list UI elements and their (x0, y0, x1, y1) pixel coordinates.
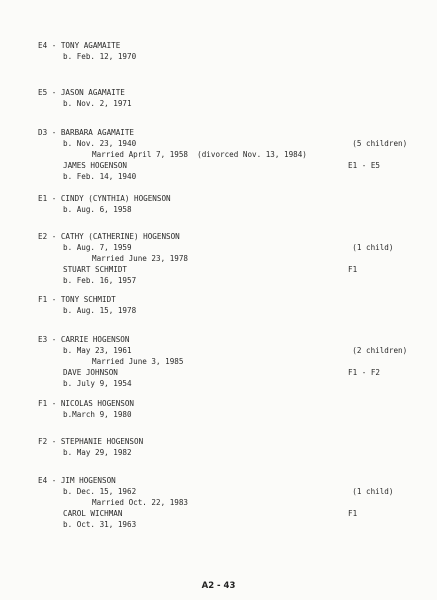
marriage-note: Married June 23, 1978 (92, 254, 189, 263)
person-heading: E4 - TONY AGAMAITE (38, 41, 121, 50)
person-heading: E5 - JASON AGAMAITE (38, 88, 125, 97)
birth-date: b. May 29, 1982 (63, 448, 132, 457)
genealogy-entry (38, 398, 398, 420)
genealogy-entry (38, 40, 398, 62)
children-count: (5 children) (352, 139, 408, 148)
genealogy-entry (38, 436, 398, 458)
genealogy-entry (38, 193, 398, 215)
children-range: F1 (348, 509, 358, 518)
children-note (334, 127, 407, 193)
spouse-birth-date: b. Feb. 16, 1957 (63, 276, 137, 285)
marriage-note: Married April 7, 1958 (divorced Nov. 13, 1984) (92, 150, 307, 159)
spouse-birth-date: b. Oct. 31, 1963 (63, 520, 137, 529)
birth-date: b. Aug. 15, 1978 (63, 306, 137, 315)
children-count: (2 children) (352, 346, 408, 355)
genealogy-entry (38, 87, 398, 109)
person-heading: F2 - STEPHANIE HOGENSON (38, 437, 144, 446)
spouse-name: STUART SCHMIDT (63, 265, 128, 274)
birth-date: b. Nov. 2, 1971 (63, 99, 132, 108)
spouse-name: DAVE JOHNSON (63, 368, 118, 377)
children-count: (1 child) (352, 487, 394, 496)
children-note (334, 475, 393, 541)
marriage-note: Married Oct. 22, 1983 (92, 498, 189, 507)
birth-date: b. Dec. 15, 1962 (63, 487, 137, 496)
genealogy-entry (38, 294, 398, 316)
spouse-birth-date: b. July 9, 1954 (63, 379, 132, 388)
birth-date: b. Aug. 7, 1959 (63, 243, 132, 252)
spouse-name: JAMES HOGENSON (63, 161, 128, 170)
person-heading: F1 - TONY SCHMIDT (38, 295, 116, 304)
person-heading: D3 - BARBARA AGAMAITE (38, 128, 135, 137)
spouse-name: CAROL WICHMAN (63, 509, 123, 518)
spouse-birth-date: b. Feb. 14, 1940 (63, 172, 137, 181)
page-number: A2 - 43 (201, 581, 236, 591)
person-heading: E2 - CATHY (CATHERINE) HOGENSON (38, 232, 180, 241)
children-range: F1 (348, 265, 358, 274)
person-heading: E3 - CARRIE HOGENSON (38, 335, 130, 344)
person-heading: E1 - CINDY (CYNTHIA) HOGENSON (38, 194, 171, 203)
children-note (334, 231, 393, 297)
person-heading: E4 - JIM HOGENSON (38, 476, 116, 485)
birth-date: b.March 9, 1980 (63, 410, 132, 419)
birth-date: b. Feb. 12, 1970 (63, 52, 137, 61)
person-heading: F1 - NICOLAS HOGENSON (38, 399, 135, 408)
birth-date: b. Aug. 6, 1958 (63, 205, 132, 214)
marriage-note: Married June 3, 1985 (92, 357, 184, 366)
birth-date: b. May 23, 1961 (63, 346, 132, 355)
children-note (334, 334, 407, 400)
birth-date: b. Nov. 23, 1940 (63, 139, 137, 148)
children-range: F1 - F2 (348, 368, 381, 377)
children-count: (1 child) (352, 243, 394, 252)
children-range: E1 - E5 (348, 161, 381, 170)
